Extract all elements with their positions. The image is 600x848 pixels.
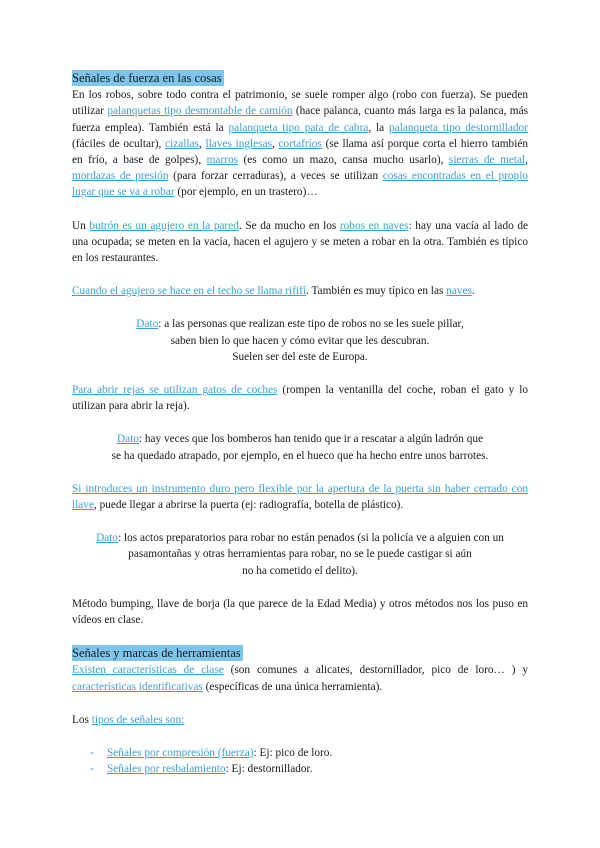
inline-link[interactable]: palanqueta tipo pata de cabra	[228, 121, 369, 134]
inline-link[interactable]: llaves inglesas	[205, 137, 272, 150]
inline-link[interactable]: Si introduces un instrumento duro pero flexible por la apertura de la puerta sin haber cerrado con llave	[72, 482, 528, 512]
dato-note-3	[72, 530, 528, 579]
body-text: (son comunes a alicates, destornillador, pico de loro… ) y	[223, 664, 528, 677]
inline-link[interactable]: cizallas	[165, 137, 199, 150]
inline-link[interactable]: sierras de metal	[448, 154, 526, 167]
inline-link[interactable]: cosas encontradas en el propio lugar que se va a robar	[72, 170, 528, 199]
paragraph-puerta	[72, 481, 528, 513]
dato-text: saben bien lo que hacen y cómo evitar que les descubran.	[170, 334, 430, 347]
types-prefix: Los	[72, 713, 92, 726]
body-text: , la	[368, 121, 390, 134]
dato-text: no ha cometido el delito).	[242, 564, 358, 577]
paragraph-bumping: Método bumping, llave de borja (la que parece de la Edad Media) y otros métodos nos los puso en vídeos en clase.	[72, 597, 528, 627]
body-text: (por ejemplo, en un trastero)…	[174, 186, 318, 199]
inline-link[interactable]: butrón es un agujero en la pared	[89, 219, 239, 232]
sign-type-text: : Ej: pico de loro.	[253, 747, 333, 760]
dato-note-2	[72, 431, 528, 463]
sign-type-link[interactable]: Señales por compresión (fuerza)	[107, 747, 254, 760]
body-text: Un	[72, 219, 90, 232]
body-text: ,	[198, 137, 206, 150]
body-text: (para forzar cerraduras), a veces se utilizan	[168, 170, 383, 183]
section-heading-marcas: Señales y marcas de herramientas	[72, 646, 241, 661]
inline-link[interactable]: naves	[446, 285, 472, 298]
dato-label[interactable]: Dato	[116, 433, 139, 446]
sign-type-link[interactable]: Señales por resbalamiento	[107, 763, 226, 776]
body-text: (se llama así porque corta el hierro también en frío, a base de golpes),	[72, 137, 528, 167]
dato-note-1	[72, 316, 528, 365]
dato-text: se ha quedado atrapado, por ejemplo, en el hueco que ha hecho entre unos barrotes.	[111, 449, 489, 462]
sign-types-list	[72, 745, 528, 777]
dato-text: Suelen ser del este de Europa.	[232, 350, 368, 363]
inline-link[interactable]: Existen características de clase	[72, 664, 224, 677]
body-text: . Se da mucho en los	[238, 219, 340, 232]
list-item	[90, 761, 528, 777]
types-suffix: :	[181, 713, 185, 726]
inline-link[interactable]: palanquetas tipo desmontable de camión	[107, 105, 293, 118]
list-dash: -	[90, 747, 94, 760]
inline-link[interactable]: características identificativas	[72, 680, 203, 693]
document-page	[72, 70, 528, 777]
dato-text: : los actos preparatorios para robar no están penados (si la policía ve a alguien con un	[118, 532, 504, 545]
body-text: (es como un mazo, cansa mucho usarlo),	[238, 154, 449, 167]
inline-link[interactable]: Para abrir rejas se utilizan gatos de coches	[72, 384, 278, 397]
dato-text: pasamontañas y otras herramientas para robar, no se le puede castigar si aún	[128, 548, 472, 561]
section-heading-fuerza: Señales de fuerza en las cosas	[72, 71, 222, 85]
body-text: (fáciles de ocultar),	[72, 137, 166, 150]
list-item	[90, 745, 528, 761]
body-text: En los robos, sobre todo contra el patrimonio, se suele romper algo (robo con fuerza). Se pueden utilizar	[72, 89, 528, 118]
body-text: (específicas de una única herramienta).	[202, 680, 383, 693]
sign-type-text: : Ej: destornillador.	[225, 763, 313, 776]
paragraph-rejas	[72, 382, 528, 414]
paragraph-caracteristicas	[72, 662, 528, 694]
inline-link[interactable]: mordazas de presión	[72, 170, 169, 183]
inline-link[interactable]: cortafríos	[278, 137, 322, 150]
paragraph-butron	[72, 218, 528, 267]
inline-link[interactable]: Cuando el agujero se hace en el techo se llama rififí	[72, 285, 306, 298]
dato-label[interactable]: Dato	[136, 318, 159, 331]
body-text: ,	[525, 154, 528, 167]
paragraph-rififi	[72, 283, 528, 299]
paragraph-tools	[72, 87, 528, 200]
body-text: ,	[271, 137, 279, 150]
body-text: (rompen la ventanilla del coche, roban el gato y lo utilizan para abrir la reja).	[72, 384, 528, 413]
body-text: , puede llegar a abrirse la puerta (ej: radiografía, botella de plástico).	[93, 499, 404, 512]
body-text: .	[471, 285, 475, 298]
inline-link[interactable]: marros	[206, 154, 239, 167]
inline-link[interactable]: robos en naves	[339, 219, 409, 232]
dato-text: : hay veces que los bomberos han tenido que ir a rescatar a algún ladrón que	[138, 433, 484, 446]
types-link[interactable]: tipos de señales son	[91, 713, 182, 726]
paragraph-tipos	[72, 712, 528, 728]
dato-text: : a las personas que realizan este tipo de robos no se les suele pillar,	[158, 318, 464, 331]
body-text: . También es muy típico en las	[306, 285, 447, 298]
list-dash: -	[90, 763, 94, 776]
body-text: (hace palanca, cuanto más larga es la palanca, más fuerza emplea). También está la	[72, 105, 528, 134]
body-text: : hay una vacía al lado de una ocupada; se meten en la vacía, hacen el agujero y se meten a robar en la otra. También es típico en los restaurantes.	[72, 219, 528, 265]
inline-link[interactable]: palanqueta tipo destornillador	[389, 121, 528, 134]
dato-label[interactable]: Dato	[96, 532, 119, 545]
